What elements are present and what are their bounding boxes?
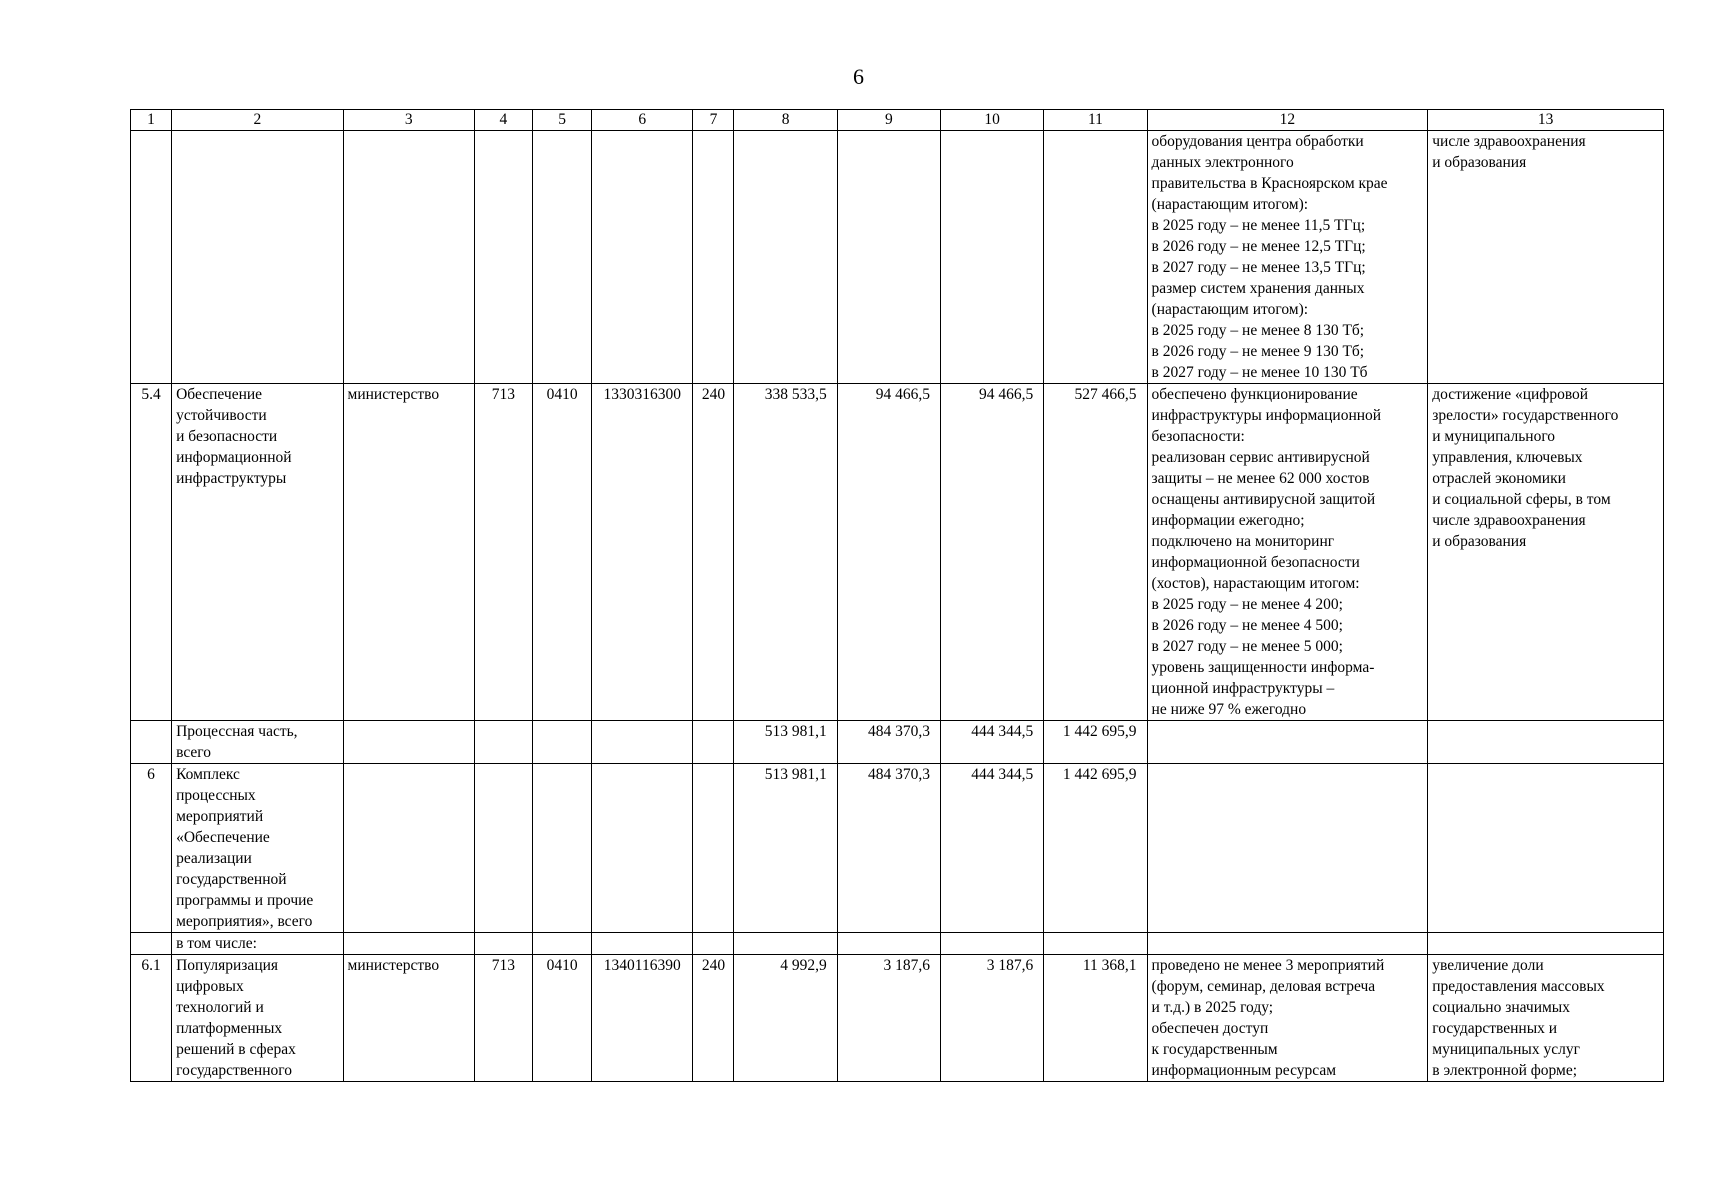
activity-name: Популяризация цифровых технологий и платформенных решений в сферах государственного [172,955,343,1082]
amount-cell: 4 992,9 [734,955,837,1082]
activity-name: Комплекс процессных мероприятий «Обеспечение реализации государственной программы и прочие мероприятия», всего [172,764,343,933]
header-cell: 6 [592,110,693,131]
activity-name: в том числе: [172,933,343,955]
amount-cell: 3 187,6 [941,955,1044,1082]
header-cell: 7 [693,110,734,131]
header-cell: 3 [343,110,474,131]
amount-cell: 527 466,5 [1044,384,1147,721]
amount-cell: 444 344,5 [941,721,1044,764]
code-cell: 240 [693,384,734,721]
code-cell: 0410 [533,384,592,721]
code-cell: 713 [474,384,532,721]
code-cell: 1340116390 [592,955,693,1082]
goal-cell: числе здравоохранения и образования [1428,131,1664,384]
table-row-including [131,933,1664,955]
result-cell: обеспечено функционирование инфраструктуры информационной безопасности: реализован сервис антивирусной защиты – не менее 62 000 хостов оснащены антивирусной защитой информации ежегодно; подключено на мониторинг информационной безопасности (хостов), нарастающим итогом: в 2025 году – не менее 4 200; в 2026 году – не менее 4 500; в 2027 году – не менее 5 000; уровень защищенности информа- ционной инфраструктуры – не ниже 97 % ежегодно [1147,384,1428,721]
header-cell: 13 [1428,110,1664,131]
header-cell: 11 [1044,110,1147,131]
header-cell: 1 [131,110,172,131]
header-row [131,110,1664,131]
code-cell: 1330316300 [592,384,693,721]
executor: министерство [343,955,474,1082]
amount-cell: 11 368,1 [1044,955,1147,1082]
code-cell: 0410 [533,955,592,1082]
amount-cell: 94 466,5 [941,384,1044,721]
amount-cell: 1 442 695,9 [1044,721,1147,764]
table-row-continuation [131,131,1664,384]
table-row-6 [131,764,1664,933]
row-number: 6.1 [131,955,172,1082]
header-cell: 4 [474,110,532,131]
row-number: 5.4 [131,384,172,721]
header-cell: 12 [1147,110,1428,131]
header-cell: 5 [533,110,592,131]
amount-cell: 484 370,3 [837,764,940,933]
amount-cell: 444 344,5 [941,764,1044,933]
table-row-5-4 [131,384,1664,721]
activity-name: Процессная часть, всего [172,721,343,764]
table-row-process-total [131,721,1664,764]
header-cell: 9 [837,110,940,131]
amount-cell: 513 981,1 [734,764,837,933]
amount-cell: 94 466,5 [837,384,940,721]
amount-cell: 484 370,3 [837,721,940,764]
code-cell: 713 [474,955,532,1082]
amount-cell: 1 442 695,9 [1044,764,1147,933]
goal-cell: достижение «цифровой зрелости» государственного и муниципального управления, ключевых отраслей экономики и социальной сферы, в том числе здравоохранения и образования [1428,384,1664,721]
table-row-6-1 [131,955,1664,1082]
row-number: 6 [131,764,172,933]
header-cell: 8 [734,110,837,131]
program-table [130,109,1664,1082]
amount-cell: 3 187,6 [837,955,940,1082]
amount-cell: 338 533,5 [734,384,837,721]
amount-cell: 513 981,1 [734,721,837,764]
activity-name: Обеспечение устойчивости и безопасности информационной инфраструктуры [172,384,343,721]
result-cell: проведено не менее 3 мероприятий (форум, семинар, деловая встреча и т.д.) в 2025 году; обеспечен доступ к государственным информационным ресурсам [1147,955,1428,1082]
code-cell: 240 [693,955,734,1082]
header-cell: 2 [172,110,343,131]
page-number: 6 [853,64,864,89]
header-cell: 10 [941,110,1044,131]
executor: министерство [343,384,474,721]
result-cell: оборудования центра обработки данных электронного правительства в Красноярском крае (нарастающим итогом): в 2025 году – не менее 11,5 ТГц; в 2026 году – не менее 12,5 ТГц; в 2027 году – не менее 13,5 ТГц; размер систем хранения данных (нарастающим итогом): в 2025 году – не менее 8 130 Тб; в 2026 году – не менее 9 130 Тб; в 2027 году – не менее 10 130 Тб [1147,131,1428,384]
goal-cell: увеличение доли предоставления массовых социально значимых государственных и муниципальных услуг в электронной форме; [1428,955,1664,1082]
